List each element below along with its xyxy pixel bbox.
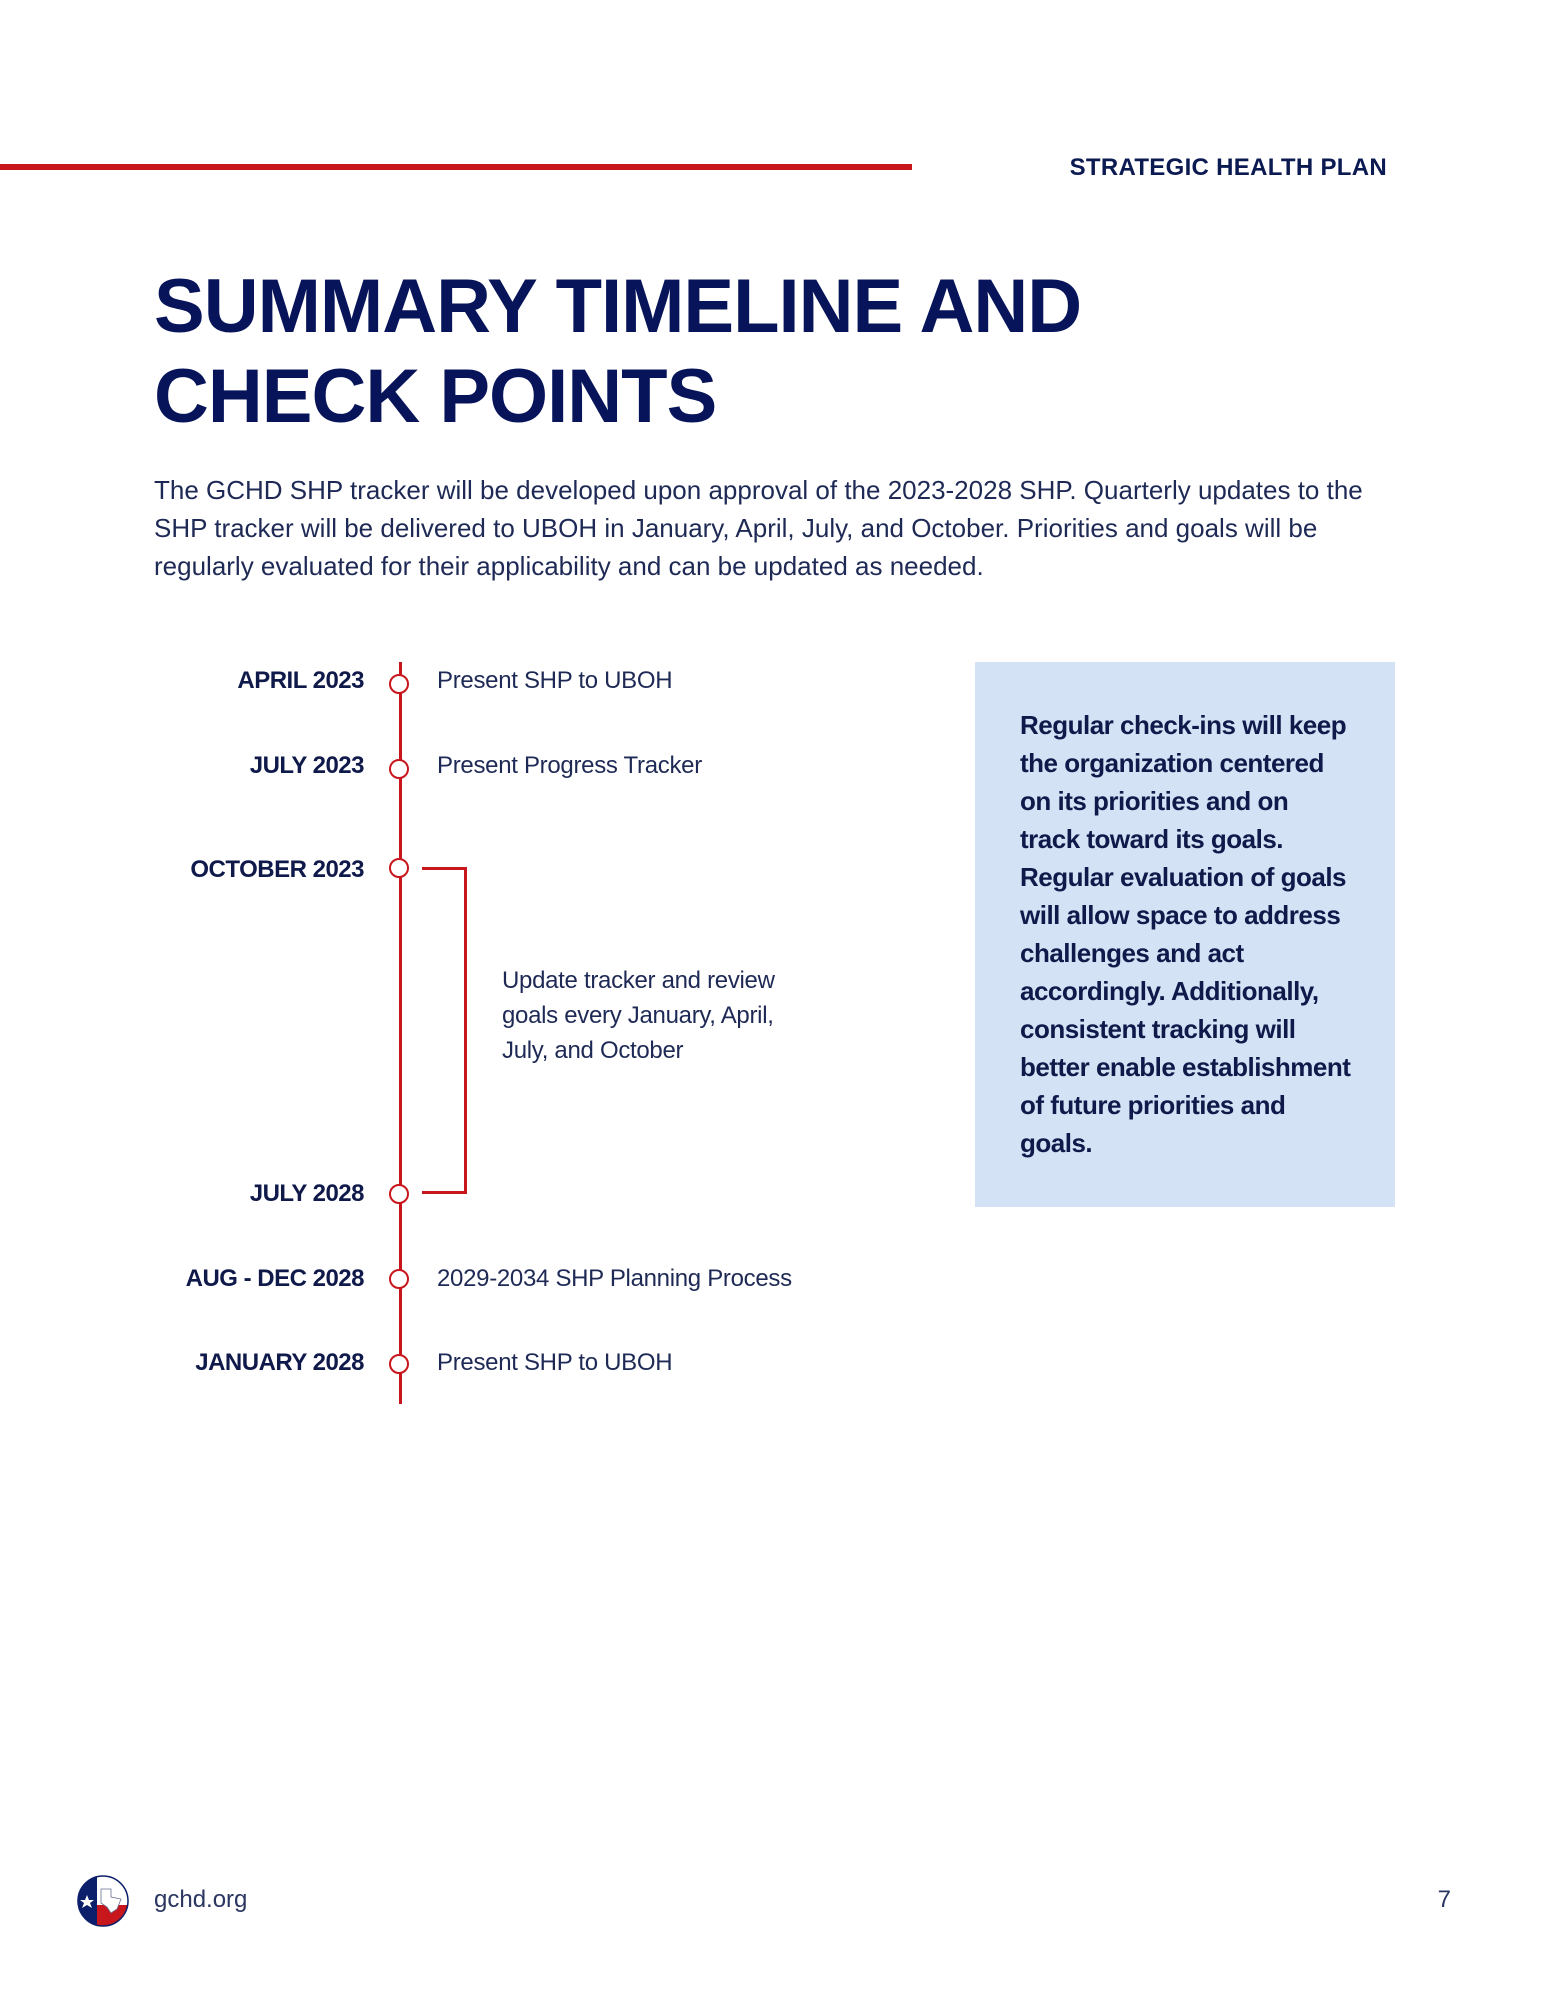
timeline-event: Present SHP to UBOH: [437, 667, 673, 694]
timeline-node: [389, 1269, 409, 1289]
callout-box: [975, 662, 1395, 1207]
county-seal-icon: [77, 1875, 129, 1927]
timeline-node: [389, 759, 409, 779]
timeline-bracket: [422, 867, 467, 1194]
header-rule: [0, 164, 912, 170]
timeline-node: [389, 858, 409, 878]
timeline-node: [389, 1354, 409, 1374]
bracket-description: Update tracker and review goals every January, April, July, and October: [502, 967, 775, 1064]
timeline-event: 2029-2034 SHP Planning Process: [437, 1265, 792, 1292]
callout-text: Regular check-ins will keep the organization centered on its priorities and on track toward its goals. Regular evaluation of goals will allow space to address challenges and act accordingly. Additionally, consistent tracking will better enable establishment of future priorities and goals.: [1020, 710, 1351, 1158]
page-title: [154, 262, 1254, 442]
page-title-line-2: CHECK POINTS: [154, 354, 717, 439]
document-header-title: STRATEGIC HEALTH PLAN: [1069, 154, 1387, 181]
footer-website: gchd.org: [154, 1886, 248, 1913]
timeline-node: [389, 1184, 409, 1204]
page-title-line-1: SUMMARY TIMELINE AND: [154, 264, 1082, 349]
timeline-event: Present SHP to UBOH: [437, 1349, 673, 1376]
timeline-date: APRIL 2023: [237, 667, 364, 694]
timeline-axis: [399, 662, 402, 1404]
timeline-date: JULY 2023: [249, 752, 364, 779]
page-number: 7: [1437, 1886, 1451, 1913]
timeline-date: JANUARY 2028: [195, 1349, 364, 1376]
intro-paragraph: The GCHD SHP tracker will be developed upon approval of the 2023-2028 SHP. Quarterly updates to the SHP tracker will be delivered to UBOH in January, April, July, and October. Priorities and goals will be regularly evaluated for their applicability and can be updated as needed.: [154, 475, 1363, 581]
timeline-event: Present Progress Tracker: [437, 752, 702, 779]
timeline-date: JULY 2028: [249, 1180, 364, 1207]
timeline-date: OCTOBER 2023: [190, 856, 364, 883]
timeline-node: [389, 674, 409, 694]
timeline-date: AUG - DEC 2028: [185, 1265, 364, 1292]
